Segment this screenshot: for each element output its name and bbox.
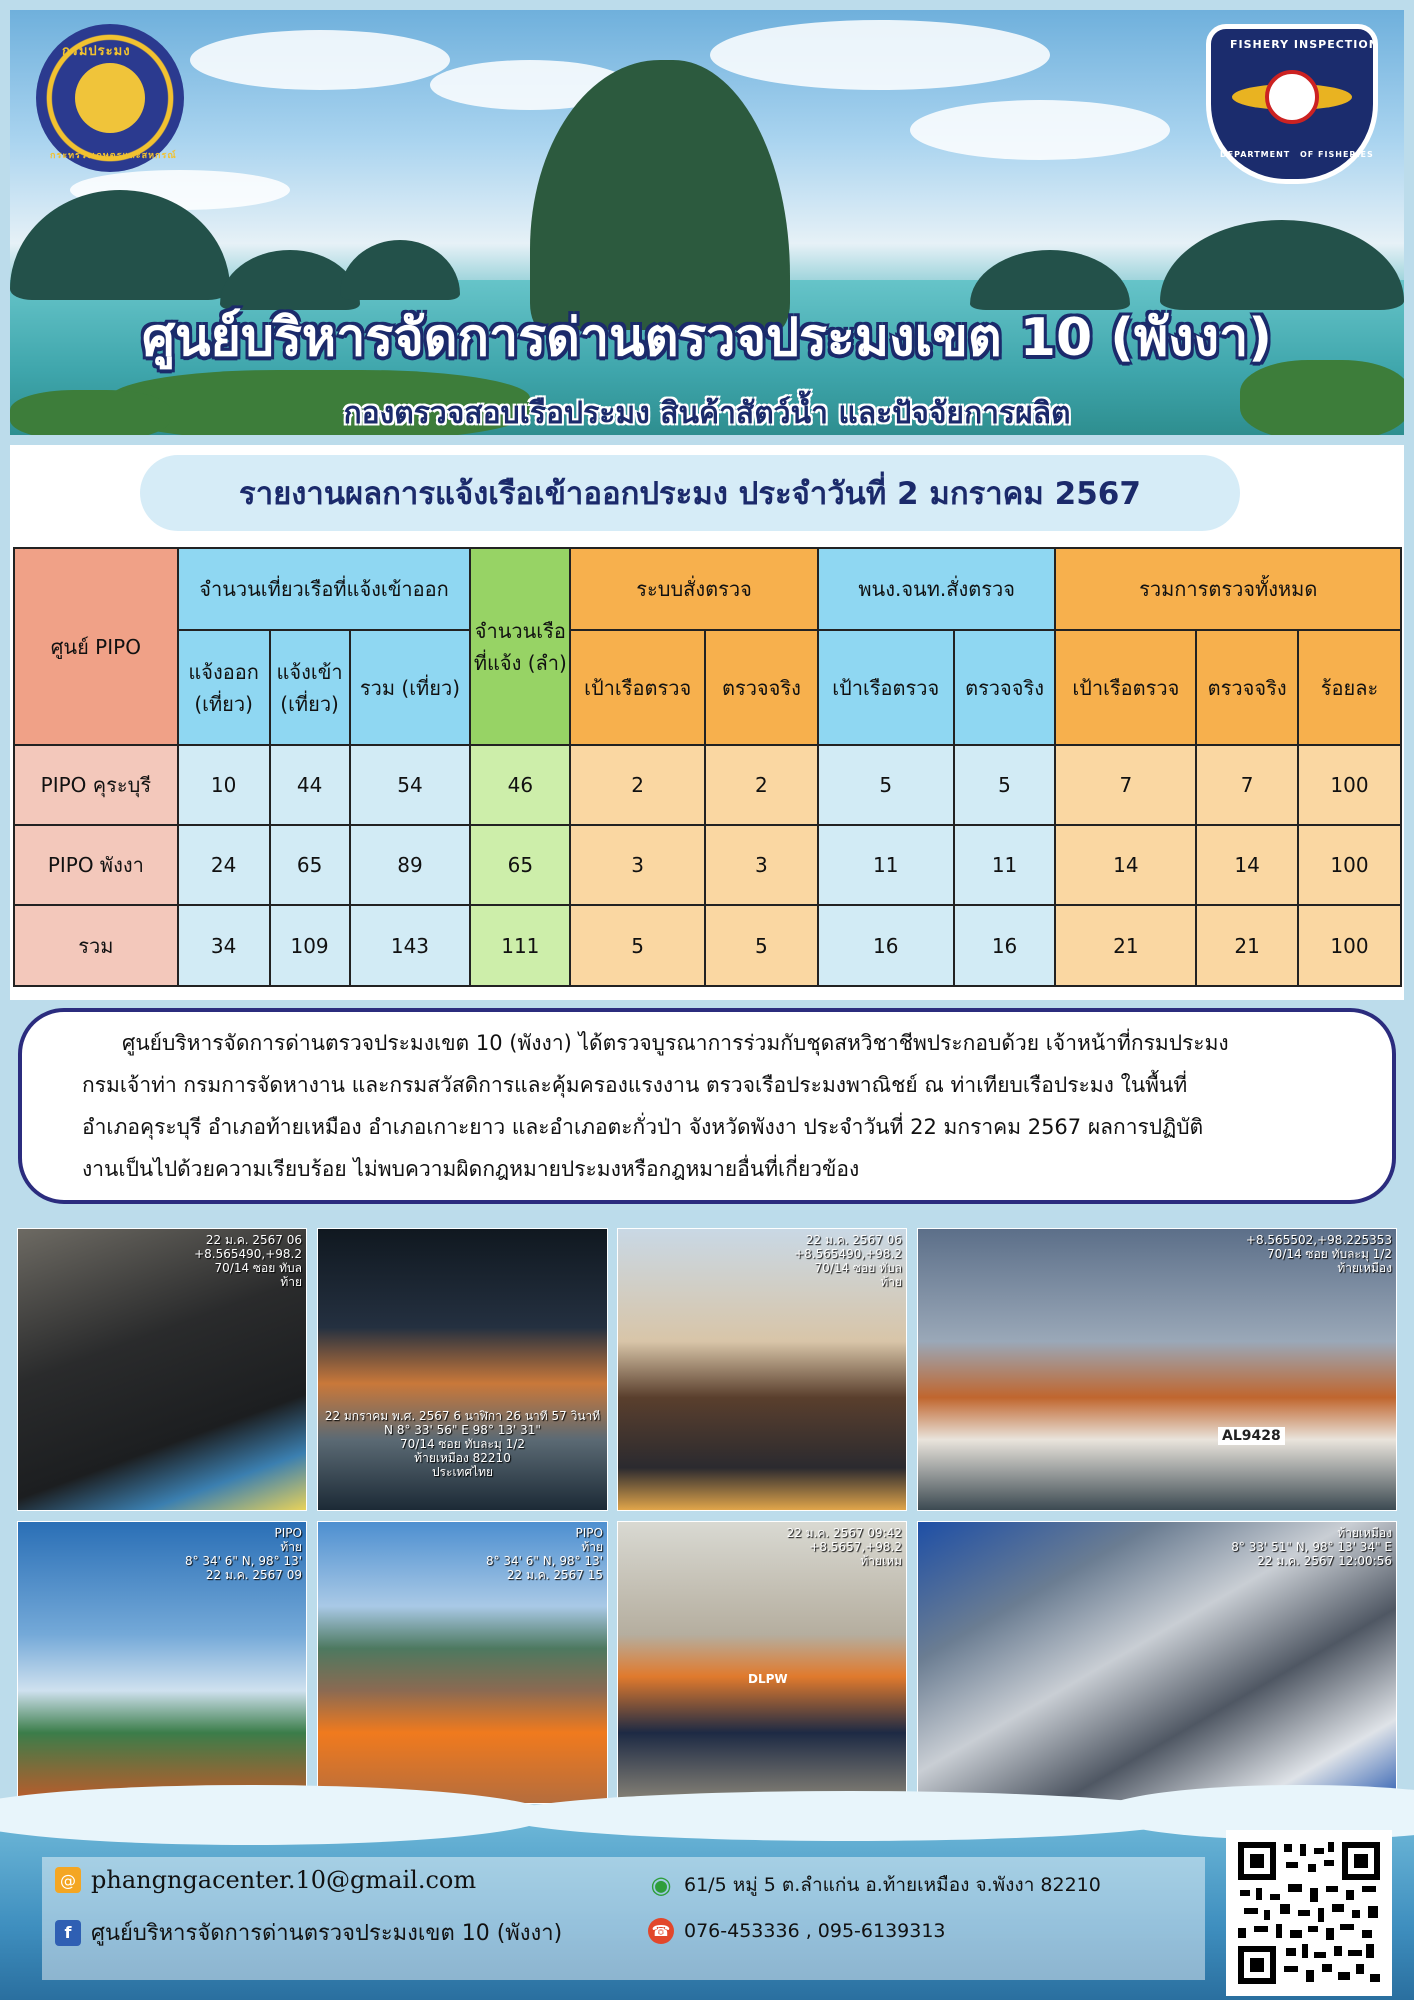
cell-percent: 100 (1298, 905, 1401, 986)
phone-text[interactable]: 076-453336 , 095-6139313 (684, 1920, 946, 1942)
facebook-text[interactable]: ศูนย์บริหารจัดการด่านตรวจประมงเขต 10 (พังงา) (91, 1921, 563, 1946)
pipo-stats-table (13, 547, 1402, 987)
photo-inspection-dock (617, 1228, 907, 1511)
photo-stamp: ท้ายเหมือง 8° 33' 51" N, 98° 13' 34" E 22 ม.ค. 2567 12:00:56 (1231, 1526, 1392, 1568)
officer-vest-label: DLPW (748, 1672, 788, 1686)
description-line: กรมเจ้าท่า กรมการจัดหางาน และกรมสวัสดิการและคุ้มครองแรงงาน ตรวจเรือประมงพาณิชย์ ณ ท่าเทียบเรือประมง ในพื้นที่ (82, 1073, 1188, 1097)
cell-all-actual: 14 (1196, 825, 1298, 905)
header-trips-in: แจ้งเข้า (เที่ยว) (270, 630, 350, 745)
header-off-target: เป้าเรือตรวจ (818, 630, 954, 745)
logo-right-left-text: DEPARTMENT (1220, 150, 1291, 159)
cell-sys-target: 3 (570, 825, 705, 905)
photo-stamp: 22 ม.ค. 2567 06 +8.565490,+98.2 70/14 ซอย ทับล ท้าย (794, 1233, 902, 1289)
photo-stamp: 22 ม.ค. 2567 06 +8.565490,+98.2 70/14 ซอย ทับล ท้าย (194, 1233, 302, 1289)
logo-left-top-text: กรมประมง (62, 44, 131, 59)
header-all-target: เป้าเรือตรวจ (1055, 630, 1196, 745)
cell-all-target: 14 (1055, 825, 1196, 905)
cell-total: 143 (350, 905, 471, 986)
logo-right-top-text: FISHERY INSPECTION (1230, 38, 1379, 51)
description-line: ศูนย์บริหารจัดการด่านตรวจประมงเขต 10 (พังงา) ได้ตรวจบูรณาการร่วมกับชุดสหวิชาชีพประกอบด้วย เจ้าหน้าที่กรมประมง (122, 1031, 1229, 1055)
email-text[interactable]: phangngacenter.10@gmail.com (91, 1866, 477, 1894)
report-title: รายงานผลการแจ้งเรือเข้าออกประมง ประจำวันที่ 2 มกราคม 2567 (140, 455, 1240, 531)
photo-crew-life-vests (317, 1521, 608, 1804)
cloud (190, 30, 450, 90)
logo-left-bottom-text: กระทรวงเกษตรและสหกรณ์ (50, 151, 177, 161)
cloud (910, 100, 1170, 160)
qr-code[interactable] (1226, 1830, 1392, 1996)
cell-sys-target: 2 (570, 745, 705, 825)
photo-officer-check (617, 1521, 907, 1804)
sub-title: กองตรวจสอบเรือประมง สินค้าสัตว์น้ำ และปัจจัยการผลิต (343, 396, 1071, 431)
cell-in: 65 (270, 825, 350, 905)
header-percent: ร้อยละ (1298, 630, 1401, 745)
photo-fishing-net (17, 1228, 307, 1511)
cell-percent: 100 (1298, 745, 1401, 825)
cloud (710, 20, 1050, 90)
header-all-group: รวมการตรวจทั้งหมด (1055, 548, 1401, 630)
header-boats: จำนวนเรือที่แจ้ง (ลำ) (470, 548, 570, 745)
header-sys-actual: ตรวจจริง (705, 630, 818, 745)
wave (500, 1791, 1200, 1841)
cell-out: 24 (178, 825, 270, 905)
logo-right-right-text: OF FISHERIES (1300, 150, 1374, 159)
photo-tuna-catch (917, 1521, 1397, 1804)
table-row (14, 825, 1401, 905)
cell-boats: 111 (470, 905, 570, 986)
email-line (55, 1866, 476, 1894)
cell-all-target: 21 (1055, 905, 1196, 986)
cell-boats: 46 (470, 745, 570, 825)
cell-off-actual: 11 (954, 825, 1056, 905)
cell-total: 89 (350, 825, 471, 905)
description-line: งานเป็นไปด้วยความเรียบร้อย ไม่พบความผิดกฎหมายประมงหรือกฎหมายอื่นที่เกี่ยวข้อง (82, 1157, 860, 1181)
facebook-icon: f (55, 1920, 81, 1946)
cell-total: 54 (350, 745, 471, 825)
cell-center: PIPO พังงา (14, 825, 178, 905)
photo-stamp: +8.565502,+98.225353 70/14 ซอย ทับละมุ 1/2 ท้ายเหมือง (1245, 1233, 1392, 1275)
cell-center: PIPO คุระบุรี (14, 745, 178, 825)
email-icon: @ (55, 1867, 81, 1893)
island (340, 240, 460, 300)
header-officer-group: พนง.จนท.สั่งตรวจ (818, 548, 1056, 630)
cell-sys-actual: 5 (705, 905, 818, 986)
photo-fishing-boat (917, 1228, 1397, 1511)
phone-line (648, 1918, 946, 1944)
header-trips-out: แจ้งออก (เที่ยว) (178, 630, 270, 745)
cell-boats: 65 (470, 825, 570, 905)
photo-stamp: PIPO ท้าย 8° 34' 6" N, 98° 13' 22 ม.ค. 2567 15 (485, 1526, 603, 1582)
header-all-actual: ตรวจจริง (1196, 630, 1298, 745)
main-title: ศูนย์บริหารจัดการด่านตรวจประมงเขต 10 (พังงา) (141, 308, 1273, 368)
header-center: ศูนย์ PIPO (14, 548, 178, 745)
cell-off-target: 11 (818, 825, 954, 905)
address-text: 61/5 หมู่ 5 ต.ลำแก่น อ.ท้ายเหมือง จ.พังงา 82210 (684, 1874, 1101, 1896)
photo-stamp: 22 ม.ค. 2567 09:42 +8.5657,+98.2 ท้ายเหม (786, 1526, 902, 1568)
cell-all-actual: 21 (1196, 905, 1298, 986)
description-line: อำเภอคุระบุรี อำเภอท้ายเหมือง อำเภอเกาะยาว และอำเภอตะกั่วป่า จังหวัดพังงา ประจำวันที่ 22 มกราคม 2567 ผลการปฏิบัติ (82, 1115, 1204, 1139)
location-pin-icon: ◉ (650, 1871, 672, 1899)
header-system-group: ระบบสั่งตรวจ (570, 548, 818, 630)
boat-registration: AL9428 (1218, 1427, 1285, 1445)
wave (0, 1785, 550, 1845)
cell-off-actual: 16 (954, 905, 1056, 986)
table-row-total (14, 905, 1401, 986)
cell-in: 109 (270, 905, 350, 986)
photo-stamp: 22 มกราคม พ.ศ. 2567 6 นาฬิกา 26 นาที 57 วินาที N 8° 33' 56" E 98° 13' 31" 70/14 ซอย ทับละมุ 1/2 ท้ายเหมือง 82210 ประเทศไทย (324, 1409, 601, 1479)
cell-all-target: 7 (1055, 745, 1196, 825)
photo-crew-night (317, 1228, 608, 1511)
cell-off-actual: 5 (954, 745, 1056, 825)
phone-icon: ☎ (648, 1918, 674, 1944)
header-sys-target: เป้าเรือตรวจ (570, 630, 705, 745)
cell-out: 10 (178, 745, 270, 825)
cell-center: รวม (14, 905, 178, 986)
cell-percent: 100 (1298, 825, 1401, 905)
cell-sys-target: 5 (570, 905, 705, 986)
cell-off-target: 16 (818, 905, 954, 986)
cell-in: 44 (270, 745, 350, 825)
address-line (648, 1870, 1101, 1900)
photo-boat-lights (17, 1521, 307, 1804)
cell-off-target: 5 (818, 745, 954, 825)
facebook-line (55, 1915, 562, 1950)
cell-sys-actual: 2 (705, 745, 818, 825)
qr-code-image (1234, 1838, 1384, 1988)
cell-all-actual: 7 (1196, 745, 1298, 825)
photo-stamp: PIPO ท้าย 8° 34' 6" N, 98° 13' 22 ม.ค. 2567 09 (184, 1526, 302, 1582)
header-trips-total: รวม (เที่ยว) (350, 630, 471, 745)
header-trips-group: จำนวนเที่ยวเรือที่แจ้งเข้าออก (178, 548, 471, 630)
table-row (14, 745, 1401, 825)
cell-out: 34 (178, 905, 270, 986)
operation-description (18, 1008, 1396, 1204)
header-off-actual: ตรวจจริง (954, 630, 1056, 745)
cell-sys-actual: 3 (705, 825, 818, 905)
